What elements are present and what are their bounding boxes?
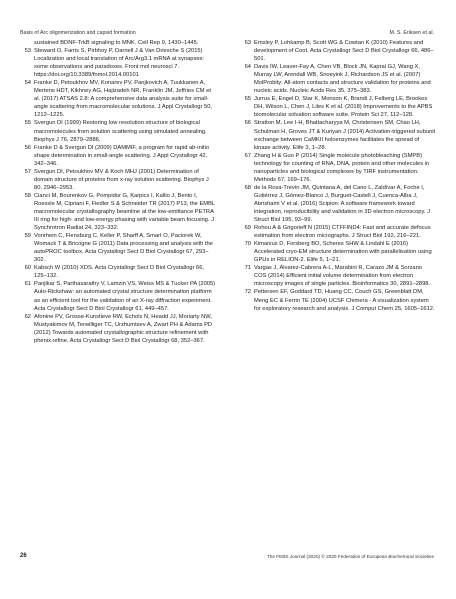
reference-text: Kabsch W (2010) XDS. Acta Crystallogr Sect D Biol Crystallogr 66, 125–132.	[34, 265, 205, 280]
reference-number: 59	[24, 233, 31, 240]
reference-number: 53	[24, 48, 31, 55]
references-column-right	[240, 39, 436, 313]
reference-number: 60	[24, 265, 31, 272]
references-column-left	[20, 39, 216, 345]
reference-text: Jurrus E, Engel D, Star K, Monson K, Brandi J, Felberg LE, Brookes DH, Wilson L, Chen J, Liles K et al. (2018) Improvements to the APBS biomolecular solvation software suite. Protein Sci 27, 112–128.	[254, 96, 433, 119]
reference-item	[20, 47, 216, 79]
reference-text: de la Rosa-Trevín JM, Quintana A, del Cano L, Zaldívar A, Foche I, Gutiérrez J, Gómez-Blanco J, Burguet-Castell J, Cuenca-Alba J, Abrishami V et al. (2016) Scipion: A software framework toward integration, reproducibility and validation in 3D electron microscopy. J Struct Biol 195, 93–99.	[254, 184, 430, 224]
reference-item	[240, 152, 436, 184]
reference-item	[20, 39, 216, 47]
reference-text: Svergun DI (1999) Restoring low resolution structure of biological macromolecules from solution scattering using simulated annealing. Biophys J 76, 2879–2886.	[34, 120, 207, 143]
reference-item	[20, 168, 216, 192]
reference-number: 65	[244, 96, 251, 103]
reference-number: 69	[244, 225, 251, 232]
reference-item	[240, 119, 436, 151]
reference-item	[20, 280, 216, 312]
reference-text: Davis IW, Leaver-Fay A, Chen VB, Block JN, Kapral GJ, Wang X, Murray LW, Arendall WB, Snoeyink J, Richardson JS et al. (2007) MolProbity: All-atom contacts and structure validation for proteins and nucleic acids. Nucleic Acids Res 35, 375–383.	[254, 64, 431, 95]
reference-text: Kimanius D, Forsberg BO, Scheres SHW & Lindahl E (2016) Accelerated cryo-EM structure determination with parallelisation using GPUs in RELION-2. Elife 5, 1–21.	[254, 241, 432, 264]
reference-text: Vonrhein C, Flensburg C, Keller P, Sharff A, Smart O, Paciorek W, Womack T & Bricogne G (2011) Data processing and analysis with the autoPROC toolbox. Acta Crystallogr Sect D Biol Crystallogr 67, 293–302.	[34, 233, 213, 264]
reference-number: 70	[244, 241, 251, 248]
reference-text: Pettersen EF, Goddard TD, Huang CC, Couch GS, Greenblatt DM, Meng EC & Ferrin TE (2004) UCSF Chimera - A visualization system for exploratory research and analysis. J Comput Chem 25, 1605–1612.	[254, 289, 435, 312]
reference-text: Zhang H & Guo P (2014) Single molecule photobleaching (SMPB) technology for counting of RNA, DNA, protein and other molecules in nanoparticles and biological complexes by TIRF instrumentation. Methods 67, 169–176.	[254, 152, 430, 183]
reference-text: Cianci M, Bourenkov G, Pompidor G, Karpics I, Kallio J, Bento I, Roessle M, Cipriani F, Fiedler S & Schneider TR (2017) P13, the EMBL macromolecular crystallography beamline at the low-emittance PETRA III ring for high- and low-energy phasing with variable beam focusing. J Synchrotron Radiat 24, 323–332.	[34, 192, 215, 232]
page-number: 26	[20, 553, 27, 559]
reference-item	[240, 63, 436, 95]
reference-text: sustained BDNF-TrkB signaling to MNK. Cell Rep 9, 1430–1445.	[34, 40, 199, 46]
reference-text: Stratton M, Lee I-H, Bhattacharyya M, Christensen SM, Chao LH, Schulman H, Groves JT & Kuriyan J (2014) Activation-triggered subunit exchange between CaMKII holoenzymes facilitates the spread of kinase activity. Elife 3, 1–28.	[254, 120, 436, 151]
reference-text: Franke D, Petoukhov MV, Konarev PV, Panjkovich A, Tuukkanen A, Mertens HDT, Kikhney AG, Hajizadeh NR, Franklin JM, Jeffries CM et al. (2017) ATSAS 2.8: A comprehensive data analysis suite for small-angle scattering from macromolecular solutions. J Appl Crystallogr 50, 1212–1225.	[34, 80, 213, 119]
reference-number: 54	[24, 80, 31, 87]
reference-item	[20, 232, 216, 264]
reference-text: Svergun DI, Petoukhov MV & Koch MHJ (2001) Determination of domain structure of proteins from x-ray solution scattering. Biophys J 80, 2946–2953.	[34, 168, 209, 191]
running-authors: M. S. Eriksen et al.	[389, 30, 434, 36]
reference-item	[240, 224, 436, 240]
reference-number: 64	[244, 64, 251, 71]
reference-number: 61	[24, 281, 31, 288]
reference-item	[240, 264, 436, 288]
reference-item	[20, 144, 216, 168]
reference-text: Afonine PV, Grosse-Kunstleve RW, Echols N, Headd JJ, Moriarty NW, Mustyakimov M, Terwilliger TC, Urzhumtsev A, Zwart PH & Adams PD (2012) Towards automated crystallographic structure refinement with phenix.refine. Acta Crystallogr Sect D Biol Crystallogr 68, 352–367.	[34, 313, 213, 344]
reference-text: Panjikar S, Parthasarathy V, Lamzin VS, Weiss MS & Tucker PA (2005) Auto-Rickshaw: an automated crystal structure determination platform as an efficient tool for the validation of an X-ray diffraction experiment. Acta Crystallogr Sect D Biol Crystallogr 61, 449–457.	[34, 281, 216, 312]
reference-item	[240, 39, 436, 63]
reference-item	[20, 313, 216, 345]
running-title: Basis of Arc oligomerization and capsid formation	[20, 30, 136, 36]
reference-number: 67	[244, 152, 251, 159]
reference-number: 63	[244, 40, 251, 46]
reference-text: Franke D & Svergun DI (2009) DAMMIF, a program for rapid ab-initio shape determination in small-angle scattering. J Appl Crystallogr 42, 342–346.	[34, 144, 210, 167]
reference-number: 68	[244, 184, 251, 191]
reference-text: Vargas J, Álvarez-Cabrera A-L, Marabini R, Carazo JM & Sorzano COS (2014) Efficient initial volume determination from electron microscopy images of single particles. Bioinformatics 30, 2891–2898.	[254, 265, 431, 288]
reference-item	[20, 264, 216, 280]
reference-item	[240, 288, 436, 312]
reference-number: 62	[24, 313, 31, 320]
reference-number: 57	[24, 168, 31, 175]
reference-text: Steward O, Farris S, Pirbhoy P, Darnell J & Van Driesche S (2015) Localization and local translation of Arc/Arg3.1 mRNA at synapses: some observations and paradoxes. Front mol neurosci 7. https://doi.org/10.3389/fnmol.2014.00101	[34, 48, 205, 79]
reference-text: Rohou A & Grigorieff N (2015) CTFFIND4: Fast and accurate defocus estimation from electron micrographs. J Struct Biol 192, 216–221.	[254, 225, 431, 240]
reference-item	[240, 184, 436, 224]
reference-number: 58	[24, 192, 31, 199]
reference-text: Emsley P, Lohkamp B, Scott WG & Cowtan K (2010) Features and development of Coot. Acta Crystallogr Sect D Biol Crystallogr 66, 486–501.	[254, 40, 434, 63]
reference-number: 56	[24, 144, 31, 151]
reference-number: 55	[24, 120, 31, 127]
reference-item	[20, 192, 216, 232]
reference-item	[240, 240, 436, 264]
reference-item	[240, 95, 436, 119]
reference-item	[20, 79, 216, 119]
reference-number: 72	[244, 289, 251, 296]
reference-number: 66	[244, 120, 251, 127]
reference-item	[20, 119, 216, 143]
journal-footer: The FEBS Journal (2020) © 2020 Federation of European Biochemical Societies	[266, 554, 434, 559]
reference-number: 71	[244, 265, 251, 272]
